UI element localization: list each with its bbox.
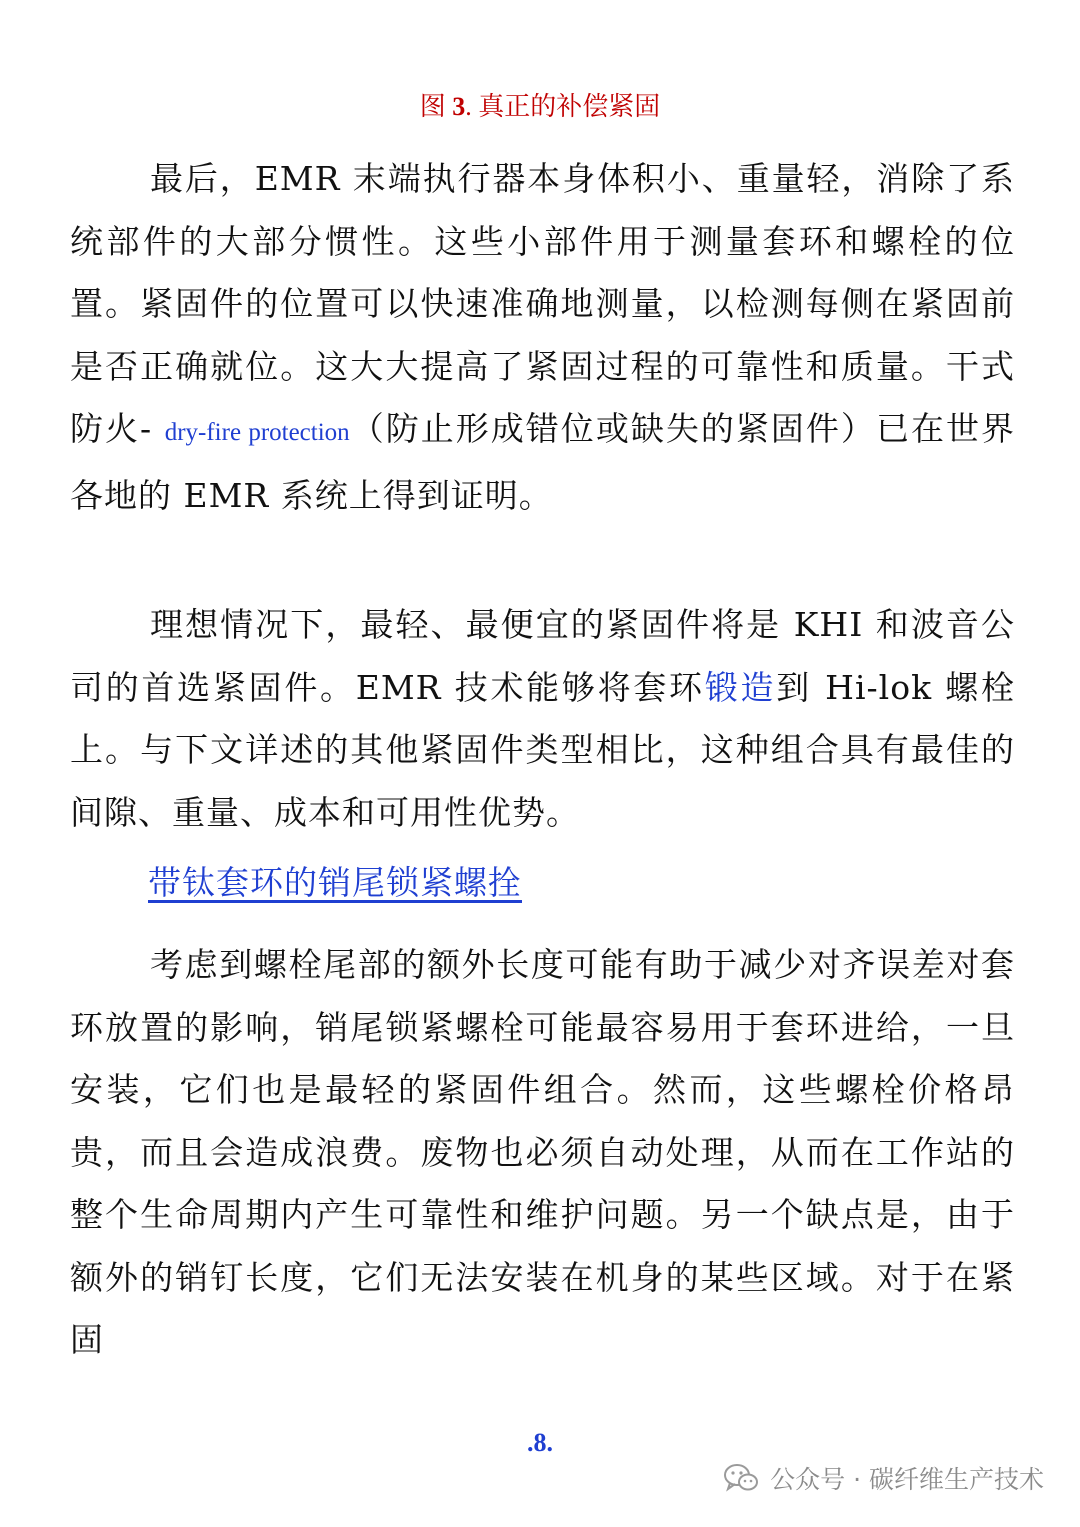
paragraph-2-text-b: 到 Hi-lok 螺栓上。与下文详述的其他紧固件类型相比，这种组合具有最佳的间隙、重量、成本和可用性优势。 — [70, 667, 1016, 832]
watermark — [724, 1460, 1044, 1496]
paragraph-2-text-a: 理想情况下，最轻、最便宜的紧固件将是 KHI 和波音公司的首选紧固件。EMR 技术能够将套环 — [70, 605, 1015, 707]
forging-link[interactable]: 锻造 — [704, 667, 777, 707]
paragraph-1-text-a: 最后，EMR 末端执行器本身体积小、重量轻，消除了系统部件的大部分惯性。这些小部件用于测量套环和螺栓的位置。紧固件的位置可以快速准确地测量，以检测每侧在紧固前是否正确就位。这大大提高了紧固过程的可靠性和质量。干式防火- — [70, 159, 1015, 448]
wechat-icon — [724, 1463, 758, 1493]
caption-number: 3 — [452, 92, 466, 121]
caption-title: . 真正的补偿紧固 — [465, 92, 661, 121]
caption-prefix: 图 — [419, 92, 453, 121]
figure-caption — [0, 86, 1080, 123]
paragraph-1 — [70, 148, 1015, 527]
paragraph-3 — [70, 934, 1015, 1372]
paragraph-2 — [70, 594, 1015, 844]
page-number: .8. — [527, 1428, 553, 1457]
watermark-text: 公众号 · 碳纤维生产技术 — [770, 1465, 1044, 1494]
section-heading-link[interactable]: 带钛套环的销尾锁紧螺拴 — [148, 863, 522, 902]
inline-english-term: dry-fire protection — [164, 419, 350, 446]
paragraph-1-text-b: （防止形成错位或缺失的紧固件）已在世界各地的 EMR 系统上得到证明。 — [70, 409, 1016, 515]
paragraph-3-text: 考虑到螺栓尾部的额外长度可能有助于减少对齐误差对套环放置的影响，销尾锁紧螺栓可能最容易用于套环进给，一旦安装，它们也是最轻的紧固件组合。然而，这些螺栓价格昂贵，而且会造成浪费。废物也必须自动处理，从而在工作站的整个生命周期内产生可靠性和维护问题。另一个缺点是，由于额外的销钉长度，它们无法安装在机身的某些区域。对于在紧固 — [70, 945, 1015, 1359]
